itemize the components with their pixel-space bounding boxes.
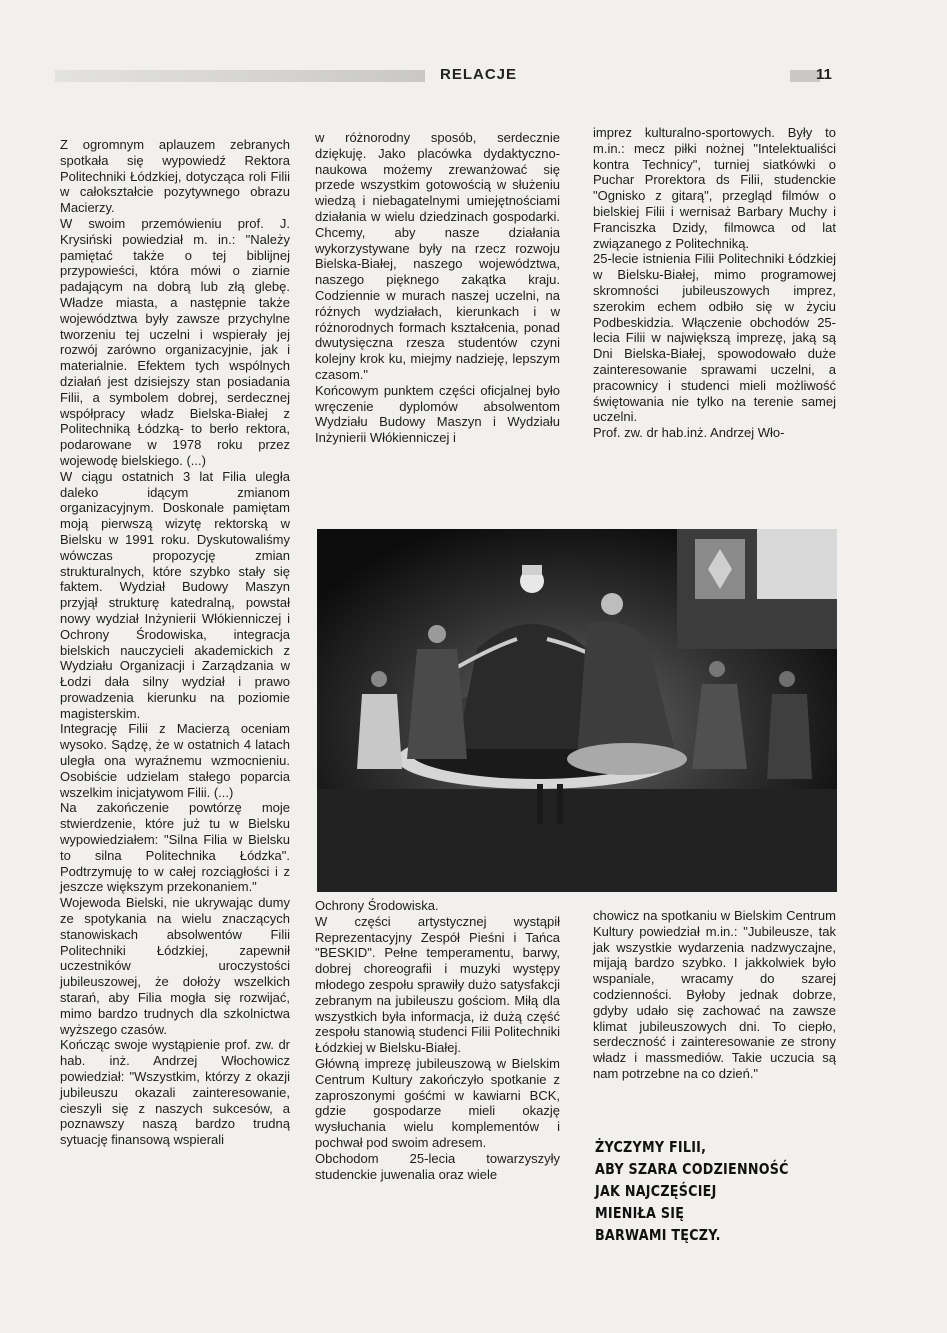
paragraph: Końcowym punktem części oficjalnej było wręczenie dyplomów absolwentom Wydziału Budowy Maszyn i Wydziału Inżynierii Włókienniczej i [315, 382, 560, 446]
header-rule [55, 70, 425, 82]
dance-photo [317, 529, 837, 892]
paragraph: Wojewoda Bielski, nie ukrywając dumy ze spotykania na wielu znaczących stanowiskach absolwentów Filii Politechniki Łódzkiej, zapewnił uczestników uroczystości jubileuszowej, że dołoży wszelkich starań, aby Filia mogła się rozwijać, mimo bardzo trudnych dla szkolnictwa wyższego czasów. [60, 895, 290, 1037]
paragraph: imprez kulturalno-sportowych. Były to m.in.: mecz piłki nożnej "Intelektualiści kontra Technicy", turniej siatkówki o Puchar Prorektora ds Filii, studenckie "Ognisko z gitarą", przegląd filmów o bielskiej Filii i wernisaż Barbary Muchy i Franciszka Dzidy, filmowca od lat związanego z Politechniką. [593, 125, 836, 251]
article-column-3-lower [593, 908, 836, 1082]
paragraph: W części artystycznej wystąpił Reprezentacyjny Zespół Pieśni i Tańca "BESKID". Pełne temperamentu, barwy, dobrej choreografii i muzyki występy młodego zespołu sprawiły dużo satysfakcji zebranym na jubileuszu gościom. Miłą dla wszystkich była informacja, iż dużą część zespołu stanowią studenci Filii Politechniki Łódzkiej w Bielsku-Białej. [315, 913, 560, 1056]
slogan-line: BARWAMI TĘCZY. [595, 1226, 721, 1244]
paragraph: Z ogromnym aplauzem zebranych spotkała się wypowiedź Rektora Politechniki Łódzkiej, dotycząca roli Filii w całokształcie pozytywnego obrazu Macierzy. [60, 137, 290, 216]
article-column-3 [593, 125, 836, 441]
section-title: RELACJE [440, 66, 518, 83]
page-number: 11 [816, 66, 832, 83]
paragraph: W swoim przemówieniu prof. J. Krysiński powiedział m. in.: "Należy pamiętać także o tej biblijnej przypowieści, która mówi o ziarnie padającym na dobrą lub złą glebę. Władze miasta, a następnie także województwa były zawsze przychylne tworzeniu tej uczelni i wspierały jej rozwój zarówno organizacyjnie, jak i materialnie. Efektem tych wspólnych działań jest dzisiejszy stan posiadania Filii, a symbolem dobrej, serdecznej współpracy władz Bielska-Białej z Politechniką Łódzką- to berło rektora, podarowane w 1978 roku przez wojewodę bielskiego. (...) [60, 215, 290, 468]
paragraph: Główną imprezę jubileuszową w Bielskim Centrum Kultury zakończyło spotkanie z zaproszonymi gośćmi w kawiarni BCK, gdzie gospodarze mieli okazję wysłuchania wielu komplementów i pochwał pod swoim adresem. [315, 1055, 560, 1150]
paragraph: Obchodom 25-lecia towarzyszyły studenckie juwenalia oraz wiele [315, 1150, 560, 1182]
paragraph: W ciągu ostatnich 3 lat Filia uległa daleko idącym zmianom organizacyjnym. Doskonale pamiętam moją pierwszą wizytę rektorską w Bielsku w 1991 roku. Dyskutowaliśmy wówczas propozycję zmian strukturalnych, które szybko stały się faktem. Wydział Budowy Maszyn przyjął strukturę katedralną, powstał nowy wydział Inżynierii Włókienniczej i Ochrony Środowiska, integracja bielskich nauczycieli akademickich z Wydziału Organizacji i Zarządzania w Łodzi dała silny wydział i prawo prowadzenia kierunku na poziomie magisterskim. [60, 468, 290, 721]
paragraph: Kończąc swoje wystąpienie prof. zw. dr hab. inż. Andrzej Włochowicz powiedział: "Wszystkim, którzy z okazji jubileuszu okazali zainteresowanie, cieszyli się z naszych sukcesów, a poznawszy naszą bardzo trudną sytuację finansową wspierali [60, 1037, 290, 1148]
paragraph: Prof. zw. dr hab.inż. Andrzej Wło- [593, 425, 785, 441]
article-column-2-lower [315, 898, 560, 1182]
slogan-line: JAK NAJCZĘŚCIEJ [595, 1182, 717, 1200]
closing-slogan [595, 1136, 792, 1246]
paragraph: Ochrony Środowiska. [315, 898, 439, 913]
article-column-1 [60, 137, 290, 1148]
paragraph: w różnorodny sposób, serdecznie dziękuję. Jako placówka dydaktyczno-naukowa możemy zrewanżować się przede wszystkim gotowością w służeniu wiedzą i niebagatelnymi umiejętnościami działania w wielu dziedzinach gospodarki. Chcemy, aby nasze działania wykorzystywane były na rzecz rozwoju Bielska-Białej, naszego województwa, naszego pięknego zakątka kraju. Codziennie w murach naszej uczelni, na różnych wydziałach, kierunkach i w różnorodnych formach kształcenia, ponad dwutysięczna rzesza studentów czyni kolejny krok ku, miejmy nadzieję, lepszym czasom." [315, 130, 560, 382]
paragraph: Integrację Filii z Macierzą oceniam wysoko. Sądzę, że w ostatnich 4 latach uległa ona wyraźnemu wzmocnieniu. Osobiście udzielam stałego poparcia wszelkim inicjatywom Filii. (...) [60, 721, 290, 800]
slogan-line: MIENIŁA SIĘ [595, 1204, 685, 1222]
paragraph: Na zakończenie powtórzę moje stwierdzenie, które już tu w Bielsku wypowiedziałem: "Silna Filia w Bielsku to silna Politechnika Łódzka". Podtrzymuję to w całej rozciągłości i z jeszcze większym przekonaniem." [60, 800, 290, 895]
slogan-line: ABY SZARA CODZIENNOŚĆ [595, 1160, 789, 1178]
paragraph: chowicz na spotkaniu w Bielskim Centrum Kultury powiedział m.in.: "Jubileusze, tak jak wszystkie wydarzenia nadzwyczajne, mijają bardzo szybko. I jakkolwiek było wspaniale, wracamy do szarej codzienności. Byłoby jednak dobrze, gdyby udało się zachować na zawsze klimat jubileuszowych dni. To ciepło, serdeczność i zainteresowanie ze strony władz i massmediów. Takie uczucia są nam potrzebne na co dzień." [593, 908, 836, 1081]
slogan-line: ŻYCZYMY FILII, [595, 1138, 707, 1156]
article-column-2 [315, 130, 560, 446]
paragraph: 25-lecie istnienia Filii Politechniki Łódzkiej w Bielsku-Białej, mimo programowej skromności jubileuszowych imprez, szerokim echem odbiło się w życiu Podbeskidzia. Włączenie obchodów 25-lecia Filii w największą imprezę, jaką są Dni Bielska-Białej, spowodowało duże zainteresowanie sprawami uczelni, a pracownicy i studenci mieli możliwość świętowania nie tylko na terenie samej uczelni. [593, 251, 836, 425]
